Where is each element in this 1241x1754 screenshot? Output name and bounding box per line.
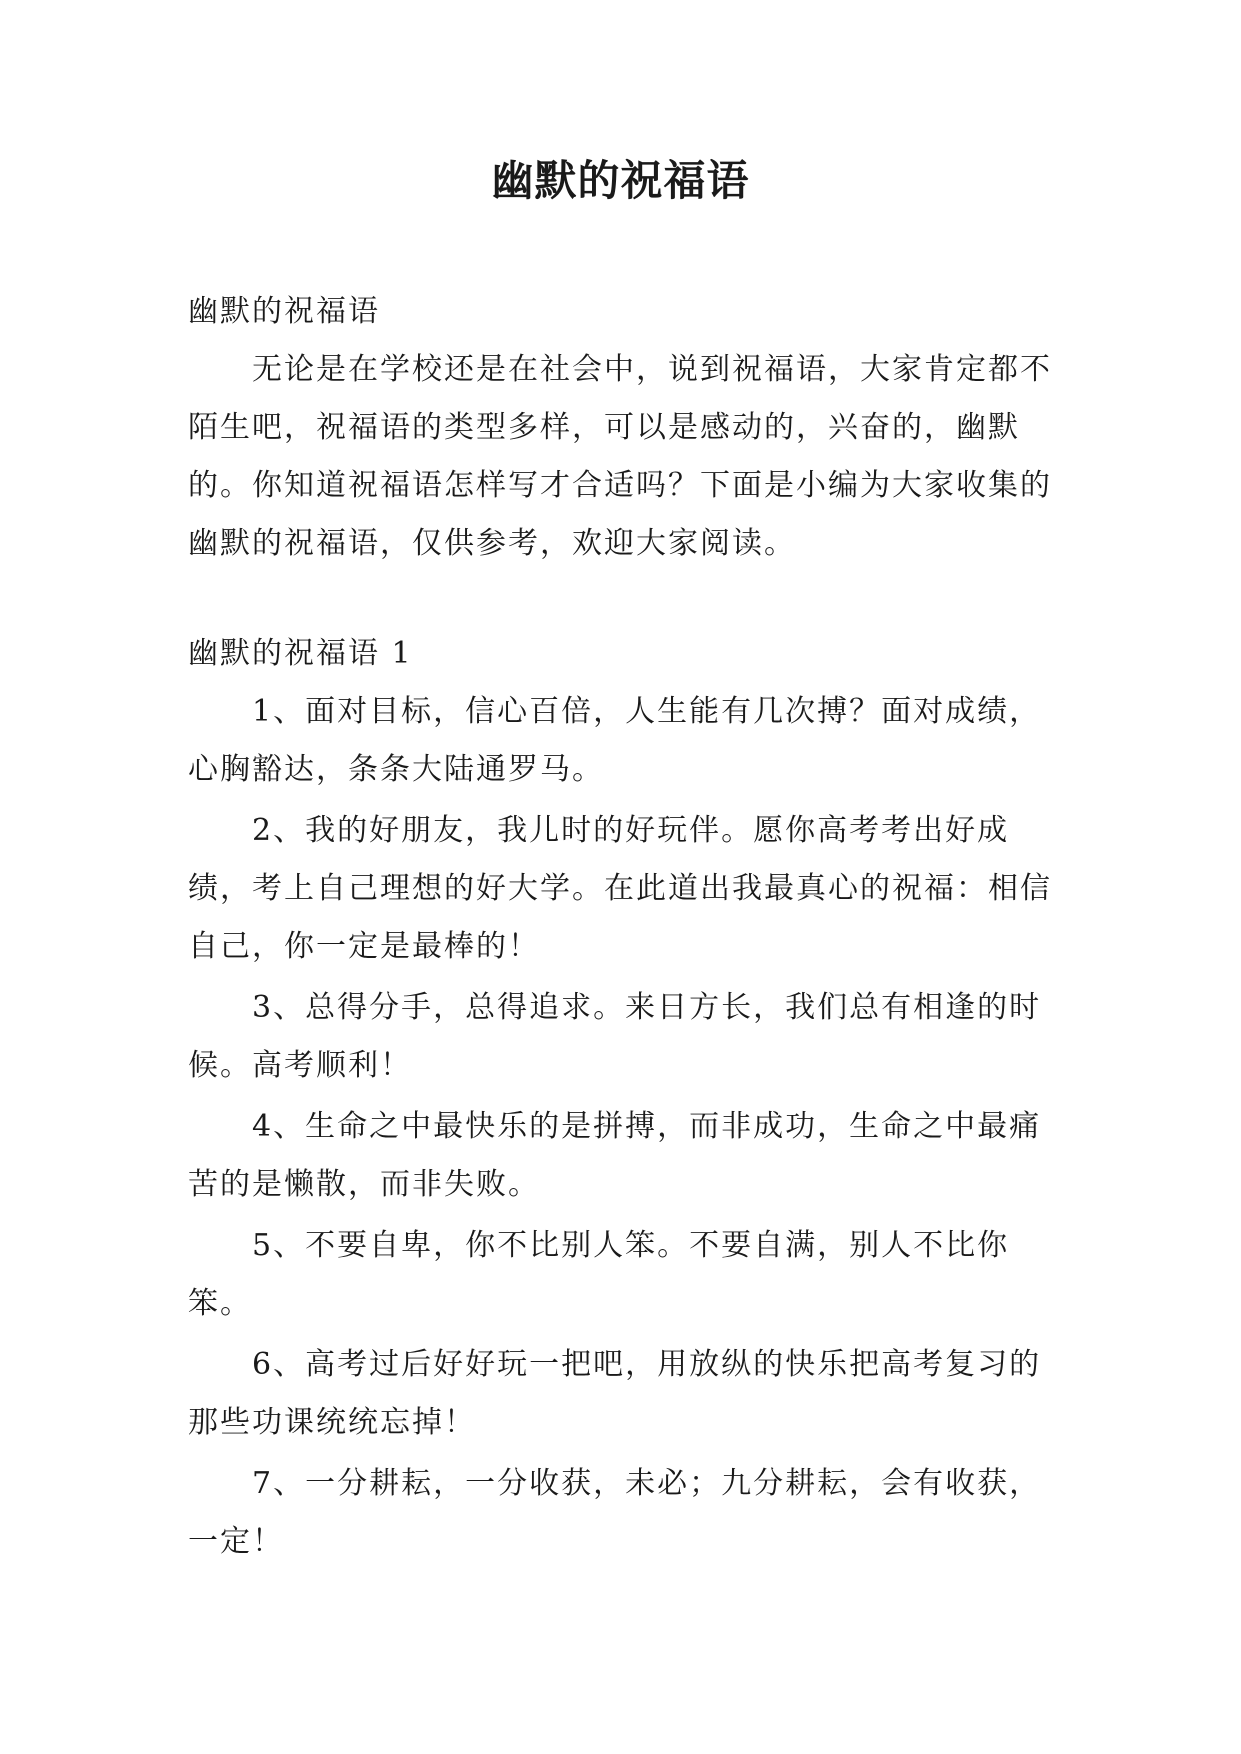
document-title: 幽默的祝福语 [491, 156, 750, 205]
list-item: 2、我的好朋友，我儿时的好玩伴。愿你高考考出好成绩，考上自己理想的好大学。在此道出我最真心的祝福：相信自己，你一定是最棒的！ [188, 813, 1052, 964]
document-subtitle: 幽默的祝福语 [188, 294, 380, 329]
intro-paragraph: 无论是在学校还是在社会中，说到祝福语，大家肯定都不陌生吧，祝福语的类型多样，可以是感动的，兴奋的，幽默的。你知道祝福语怎样写才合适吗？下面是小编为大家收集的幽默的祝福语，仅供参考，欢迎大家阅读。 [188, 352, 1052, 561]
list-item: 1、面对目标，信心百倍，人生能有几次搏？面对成绩，心胸豁达，条条大陆通罗马。 [188, 694, 1042, 787]
document-body [188, 283, 1056, 1574]
section-spacer [188, 573, 1056, 625]
list-item: 3、总得分手，总得追求。来日方长，我们总有相逢的时候。高考顺利！ [188, 990, 1042, 1083]
list-item: 7、一分耕耘，一分收获，未必；九分耕耘，会有收获，一定！ [188, 1466, 1042, 1559]
list-item: 4、生命之中最快乐的是拼搏，而非成功，生命之中最痛苦的是懒散，而非失败。 [188, 1109, 1042, 1202]
list-item: 5、不要自卑，你不比别人笨。不要自满，别人不比你笨。 [188, 1228, 1010, 1321]
section-heading: 幽默的祝福语 1 [188, 636, 413, 671]
list-item: 6、高考过后好好玩一把吧，用放纵的快乐把高考复习的那些功课统统忘掉！ [188, 1347, 1042, 1440]
